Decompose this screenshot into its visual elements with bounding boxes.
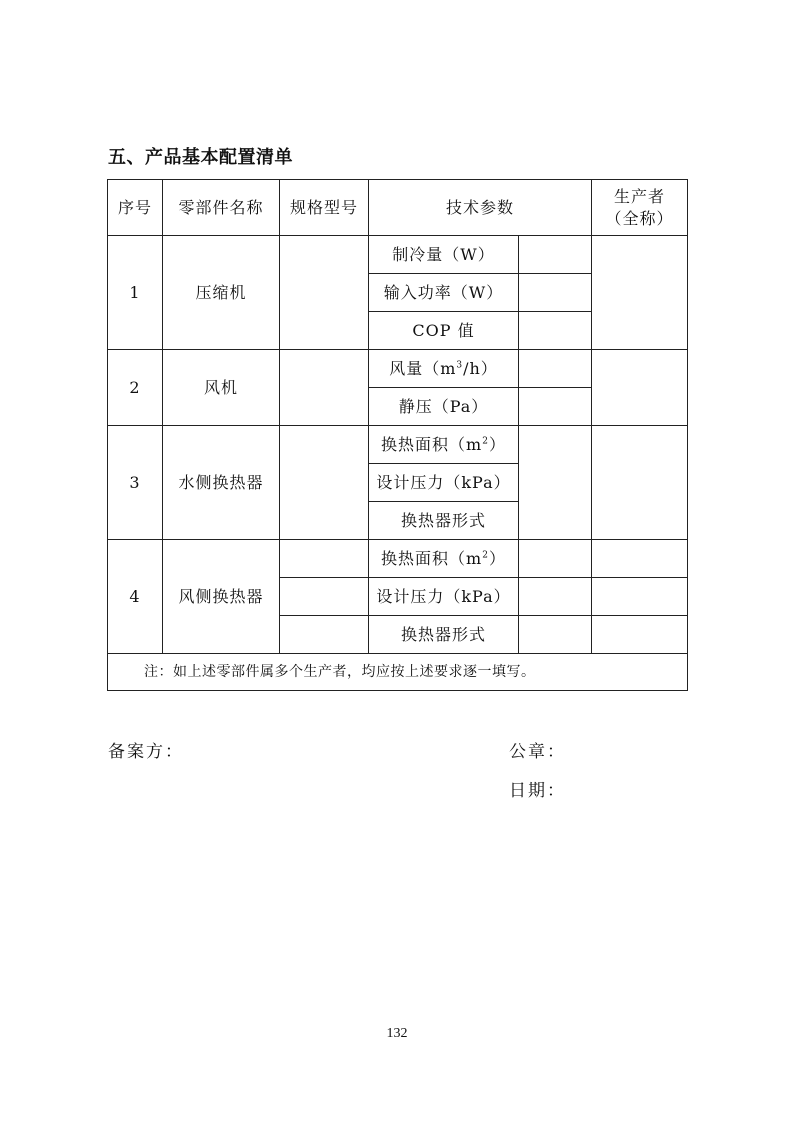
manufacturer-input-cell[interactable]: [592, 236, 688, 350]
model-input-cell[interactable]: [280, 236, 369, 350]
page-number: 132: [386, 1026, 408, 1041]
param-label: 换热面积$(m^2)$: [369, 540, 519, 578]
param-value-cell[interactable]: [519, 578, 592, 616]
param-value-cell[interactable]: [519, 350, 592, 388]
manufacturer-input-cell[interactable]: [592, 350, 688, 426]
row-index: 2: [108, 350, 163, 426]
param-value-cell[interactable]: [519, 426, 592, 540]
param-label: 设计压力（kPa）: [369, 464, 519, 502]
param-label: 换热器形式: [369, 502, 519, 540]
row-index: 1: [108, 236, 163, 350]
table-row: [108, 540, 688, 578]
model-input-cell[interactable]: [280, 578, 369, 616]
table-row: [108, 350, 688, 388]
param-label: 换热器形式: [369, 616, 519, 654]
row-index: 3: [108, 426, 163, 540]
row-index: 4: [108, 540, 163, 654]
param-label: 输入功率（W）: [369, 274, 519, 312]
header-manufacturer-line2: （全称）: [605, 208, 674, 228]
model-input-cell[interactable]: [280, 540, 369, 578]
table-row: [108, 236, 688, 274]
table-note-row: [108, 654, 688, 691]
manufacturer-input-cell[interactable]: [592, 426, 688, 540]
header-manufacturer: [592, 180, 688, 236]
section-title: 五、产品基本配置清单: [108, 147, 293, 168]
row-component-name: 压缩机: [163, 236, 280, 350]
param-label: 换热面积$(m^2)$: [369, 426, 519, 464]
manufacturer-input-cell[interactable]: [592, 578, 688, 616]
header-index: 序号: [108, 180, 163, 236]
configuration-table: [107, 179, 688, 691]
table-note: 注：如上述零部件属多个生产者，均应按上述要求逐一填写。: [108, 654, 688, 691]
param-value-cell[interactable]: [519, 312, 592, 350]
date-label: 日期：: [509, 781, 566, 801]
manufacturer-input-cell[interactable]: [592, 616, 688, 654]
seal-label: 公章：: [509, 742, 566, 762]
row-component-name: 风侧换热器: [163, 540, 280, 654]
header-model: 规格型号: [280, 180, 369, 236]
param-value-cell[interactable]: [519, 236, 592, 274]
header-component-name: 零部件名称: [163, 180, 280, 236]
param-value-cell[interactable]: [519, 388, 592, 426]
param-label: 设计压力（kPa）: [369, 578, 519, 616]
row-component-name: 水侧换热器: [163, 426, 280, 540]
param-value-cell[interactable]: [519, 540, 592, 578]
param-label: COP 值: [369, 312, 519, 350]
model-input-cell[interactable]: [280, 616, 369, 654]
table-header-row: [108, 180, 688, 236]
param-label: 静压（Pa）: [369, 388, 519, 426]
model-input-cell[interactable]: [280, 350, 369, 426]
param-value-cell[interactable]: [519, 616, 592, 654]
header-tech-params: 技术参数: [369, 180, 592, 236]
header-manufacturer-line1: 生产者: [614, 186, 666, 206]
manufacturer-input-cell[interactable]: [592, 540, 688, 578]
param-value-cell[interactable]: [519, 274, 592, 312]
model-input-cell[interactable]: [280, 426, 369, 540]
param-label: 风量$(m^3/h)$: [369, 350, 519, 388]
filer-label: 备案方：: [108, 742, 184, 762]
row-component-name: 风机: [163, 350, 280, 426]
param-label: 制冷量（W）: [369, 236, 519, 274]
table-row: [108, 426, 688, 464]
